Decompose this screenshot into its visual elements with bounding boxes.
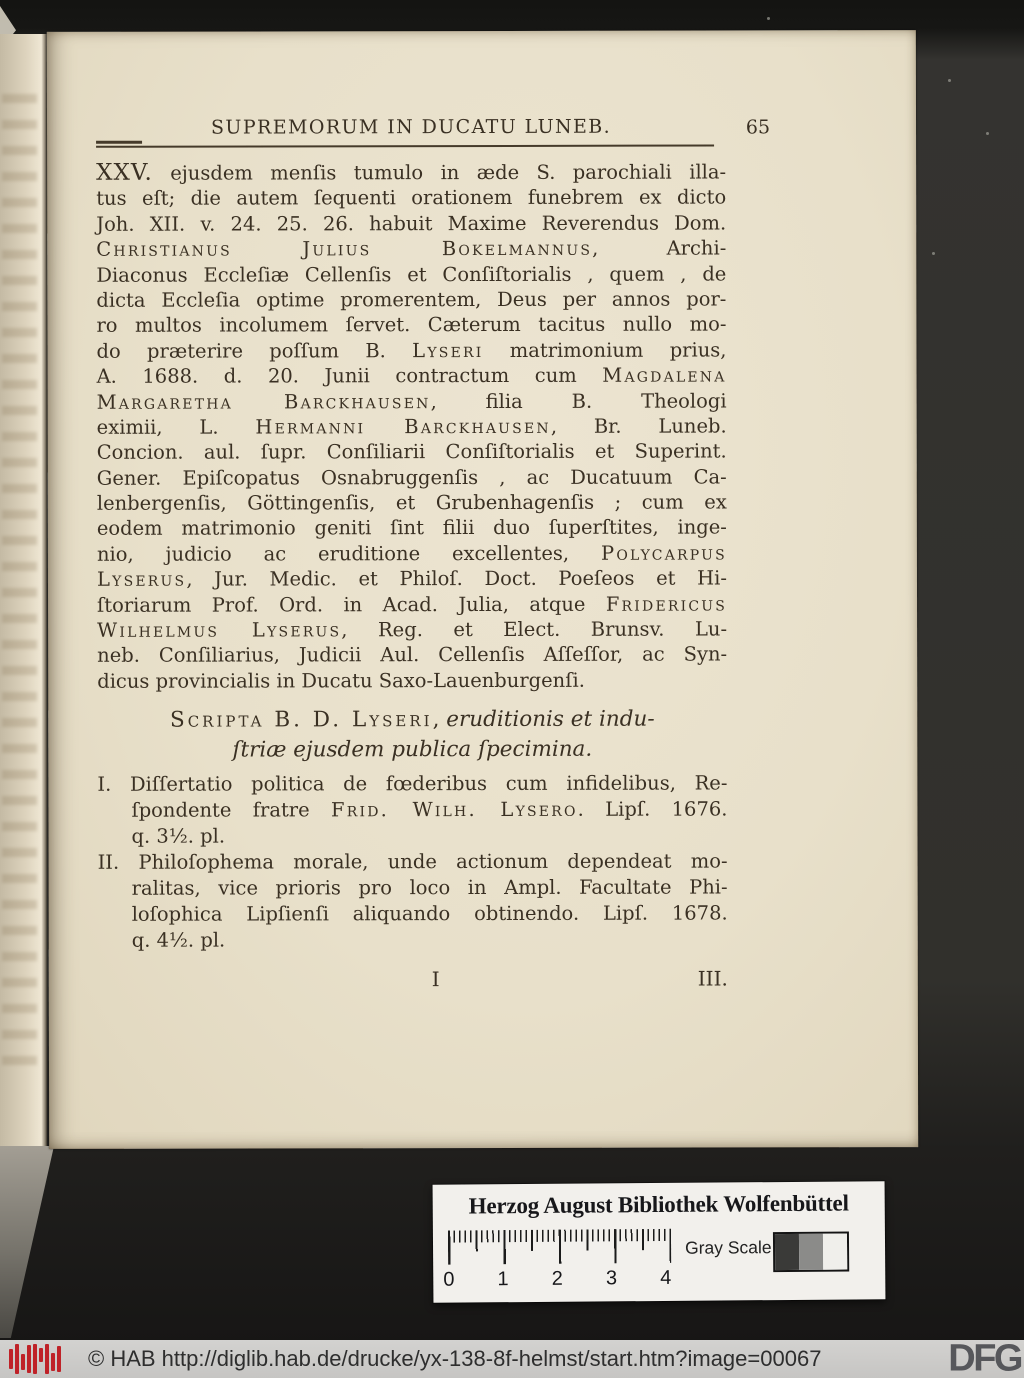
ruler-number: 2 — [551, 1267, 563, 1290]
text-line: ro multos incolumem ſervet. Cæterum tacitus nullo mo- — [96, 312, 727, 338]
text-line: lenbergenſis, Göttingenſis, et Grubenhagenſis ; cum ex — [96, 490, 727, 515]
text-line: Concion. aul. ſupr. Conſiliarii Conſiſtorialis et Superint. — [96, 439, 727, 465]
text-line: tus eſt; die autem ſequenti orationem funebrem ex dicto — [96, 185, 727, 211]
dust-speck — [948, 79, 951, 82]
signature-mark: I — [431, 967, 440, 992]
facing-page-edge — [0, 34, 47, 1148]
text-line: do præterire poſſum B. Lyseri matrimonium prius, — [96, 338, 727, 363]
book-page — [47, 30, 918, 1149]
gray-swatch-mid — [799, 1234, 823, 1270]
ruler-number: 0 — [443, 1268, 455, 1291]
text-line: ſpondente fratre Frid. Wilh. Lysero. Lipſ. 1676. — [131, 797, 728, 822]
page-number: 65 — [745, 116, 771, 139]
text-line: Wilhelmus Lyserus, Reg. et Elect. Brunsv. Lu- — [97, 617, 728, 642]
text-line: nio, judicio ac eruditione excellentes, Polycarpus — [96, 541, 727, 566]
ruler-number: 4 — [660, 1266, 672, 1289]
text-line: neb. Conſiliarius, Judicii Aul. Cellenſis Aſſeſſor, ac Syn- — [97, 642, 728, 668]
signature-row — [98, 967, 728, 994]
calibration-card-title: Herzog August Bibliothek Wolfenbüttel — [468, 1190, 849, 1219]
catchword: III. — [697, 966, 728, 991]
running-title: SUPREMORUM IN DUCATU LUNEB. — [210, 115, 612, 139]
text-line: I. Diſſertatio politica de fœderibus cum infidelibus, Re- — [97, 771, 728, 797]
text-line: ralitas, vice prioris pro loco in Ampl. Facultate Phi- — [131, 875, 728, 900]
running-title-row — [96, 114, 771, 143]
ruler-icon — [448, 1229, 671, 1271]
text-line: dicus provincialis in Ducatu Saxo-Lauenburgenſi. — [97, 668, 585, 693]
text-line: II. Philoſophema morale, unde actionum dependeat mo- — [97, 849, 728, 875]
ruler-cm-ticks — [448, 1229, 671, 1265]
dust-speck — [767, 17, 770, 20]
ruler-numbers — [443, 1267, 671, 1292]
text-line: Gener. Epiſcopatus Osnabruggenſis , ac Ducatuum Ca- — [96, 465, 727, 490]
text-line: Lyserus, Jur. Medic. et Philoſ. Doct. Poeſeos et Hi- — [96, 566, 728, 592]
header-rule — [96, 145, 714, 154]
text-line: Margaretha Barckhausen, filia B. Theologi — [96, 389, 727, 414]
text-line: eximii, L. Hermanni Barckhausen, Br. Luneb. — [96, 414, 727, 439]
dust-speck — [986, 132, 989, 135]
ruler-number: 1 — [497, 1268, 509, 1291]
hab-logo-icon — [9, 1344, 65, 1374]
text-line: ſtriæ ejusdem publica ſpecimina. — [232, 736, 593, 763]
text-line: Joh. XII. v. 24. 25. 26. habuit Maxime Reverendus Dom. — [96, 211, 727, 236]
dfg-logo: DFG — [948, 1337, 1021, 1378]
scripta-heading — [97, 705, 727, 766]
works-list — [97, 771, 727, 954]
calibration-card — [433, 1181, 886, 1303]
copyright-url: © HAB http://diglib.hab.de/drucke/yx-138-8f-helmst/start.htm?image=00067 — [88, 1346, 822, 1371]
dust-speck — [932, 252, 935, 255]
gray-scale-label: Gray Scale — [684, 1237, 772, 1258]
text-line: loſophica Lipſienſi aliquando obtinendo. Lipſ. 1678. — [131, 901, 728, 926]
text-line: ſtoriarum Prof. Ord. in Acad. Julia, atque Fridericus — [97, 592, 728, 617]
text-line: XXV. ejusdem menſis tumulo in æde S. parochiali illa- — [96, 159, 727, 186]
ruler-number: 3 — [605, 1267, 618, 1290]
text-line: q. 3½. pl. — [131, 824, 226, 848]
text-block — [96, 114, 771, 994]
gray-swatch-light — [823, 1234, 847, 1270]
text-line: eodem matrimonio geniti ſint filii duo ſuperſtites, inge- — [96, 515, 727, 541]
text-line: Christianus Julius Bokelmannus, Archi- — [96, 236, 727, 261]
text-line: q. 4½. pl. — [131, 928, 226, 952]
footer-bar — [0, 1337, 1024, 1378]
text-line: Diaconus Eccleſiæ Cellenſis et Conſiſtorialis , quem , de — [96, 262, 727, 287]
text-line: A. 1688. d. 20. Junii contractum cum Magdalena — [96, 363, 727, 388]
gray-scale-swatches — [773, 1232, 849, 1273]
text-line: dicta Eccleſia optime promerentem, Deus per annos por- — [96, 287, 727, 312]
text-line: Scripta B. D. Lyseri, eruditionis et indu- — [169, 706, 655, 733]
facing-page-lower-edge — [0, 1146, 54, 1338]
gray-swatch-dark — [775, 1234, 799, 1270]
main-paragraph — [96, 159, 727, 694]
